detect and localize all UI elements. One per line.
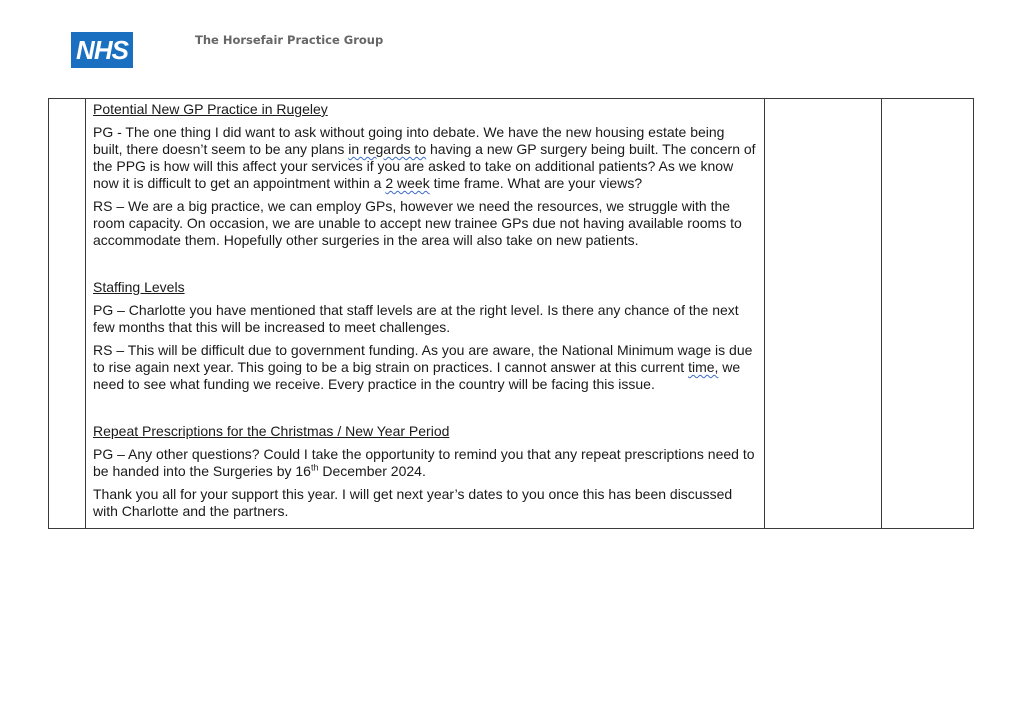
paragraph: RS – We are a big practice, we can employ GPs, however we need the resources, we struggle with the room capacity. On occasion, we are unable to accept new trainee GPs due not having available rooms to accommodate them. Hopefully other surgeries in the area will also take on new patients. bbox=[93, 198, 742, 248]
minutes-table bbox=[48, 98, 974, 529]
paragraph-text: time frame. What are your views? bbox=[429, 175, 643, 191]
owner-cell bbox=[882, 99, 974, 529]
section-heading-staffing: Staffing Levels bbox=[93, 279, 185, 295]
paragraph: PG – Charlotte you have mentioned that staff levels are at the right level. Is there any chance of the next few months that this will be increased to meet challenges. bbox=[93, 302, 739, 335]
paragraph-text: having a new GP surgery being built. The concern of the PPG is how will this affect your services if you are asked to take on additional patients? As we know now it is difficult to get an appointment within a bbox=[93, 141, 756, 191]
nhs-logo: NHS bbox=[71, 32, 133, 68]
table-row bbox=[49, 99, 974, 529]
discussion-cell bbox=[86, 99, 765, 529]
underlined-text: 2 week bbox=[385, 175, 430, 191]
paragraph-text: December 2024. bbox=[318, 463, 426, 479]
paragraph-text: PG – Any other questions? Could I take the opportunity to remind you that any repeat prescriptions need to be handed into the Surgeries by 16 bbox=[93, 446, 755, 479]
spacer bbox=[93, 255, 756, 277]
paragraph: Thank you all for your support this year. I will get next year’s dates to you once this has been discussed with Charlotte and the partners. bbox=[93, 486, 733, 519]
underlined-text: time, bbox=[688, 359, 719, 375]
paragraph-text: RS – This will be difficult due to government funding. As you are aware, the National Minimum wage is due to rise again next year. This going to be a big strain on practices. I cannot answer at this current bbox=[93, 342, 753, 375]
org-name: The Horsefair Practice Group bbox=[195, 33, 384, 47]
action-cell bbox=[765, 99, 882, 529]
paragraph bbox=[93, 124, 756, 192]
paragraph-text: PG - The one thing I did want to ask without going into debate. We have the new housing estate being built, there doesn’t seem to be any plans bbox=[93, 124, 725, 157]
spacer bbox=[93, 399, 756, 421]
item-number-cell bbox=[49, 99, 86, 529]
paragraph bbox=[93, 446, 756, 480]
superscript: th bbox=[310, 462, 319, 473]
section-heading-rugeley: Potential New GP Practice in Rugeley bbox=[93, 101, 328, 117]
section-heading-prescriptions: Repeat Prescriptions for the Christmas / New Year Period bbox=[93, 423, 450, 439]
paragraph-text: we need to see what funding we receive. Every practice in the country will be facing this issue. bbox=[93, 359, 741, 392]
paragraph bbox=[93, 342, 756, 393]
underlined-text: in regards to bbox=[348, 141, 427, 157]
discussion-content bbox=[86, 101, 764, 528]
